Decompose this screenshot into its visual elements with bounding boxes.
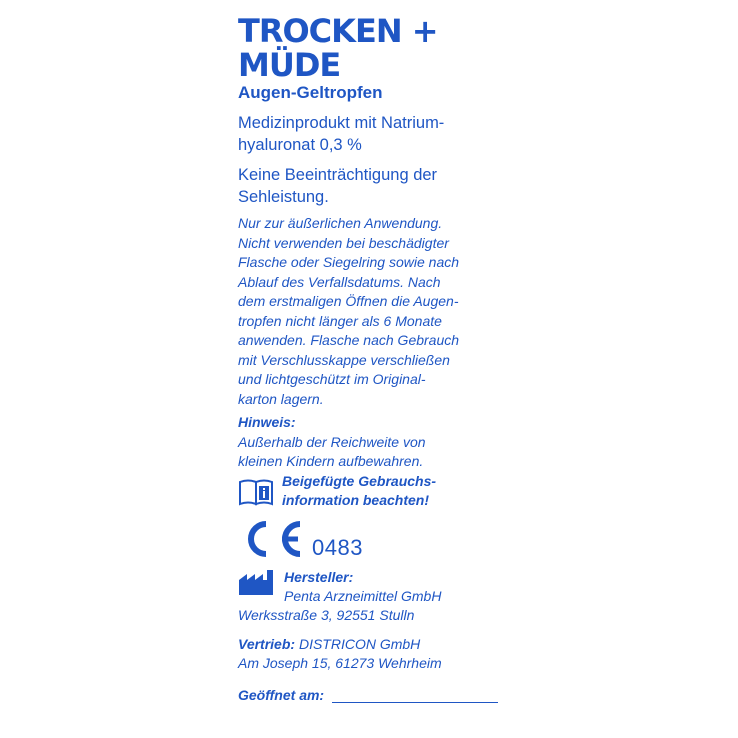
- usage-line: dem erstmaligen Öffnen die Augen-: [238, 293, 459, 309]
- instructions-line-1: Beigefügte Gebrauchs-: [282, 472, 437, 489]
- manufacturer-name: Penta Arzneimittel GmbH: [284, 587, 442, 604]
- composition-line-1: Medizinprodukt mit Natrium-: [238, 114, 445, 132]
- usage-line: tropfen nicht länger als 6 Monate: [238, 312, 442, 329]
- ce-mark-icon: [238, 518, 304, 560]
- manufacturer-address: Werksstraße 3, 92551 Stulln: [238, 606, 415, 623]
- usage-line: und lichtgeschützt im Original-: [238, 371, 426, 387]
- opened-date-line: [332, 688, 498, 703]
- opened-label: Geöffnet am:: [238, 686, 325, 703]
- product-title-line1: TROCKEN +: [238, 12, 438, 50]
- hint-line-2: kleinen Kindern aufbewahren.: [238, 453, 424, 469]
- usage-instructions: [238, 214, 528, 409]
- product-subtitle: Augen-Geltropfen: [238, 83, 383, 102]
- product-label: [238, 14, 528, 703]
- ce-marking: [238, 518, 528, 560]
- manufacturer-label: Hersteller:: [284, 568, 354, 585]
- usage-line: Ablauf des Verfallsdatums. Nach: [238, 273, 441, 290]
- hint-heading: Hinweis:: [238, 414, 296, 430]
- usage-line: Nur zur äußerlichen Anwendung.: [238, 215, 443, 231]
- instructions-line-2: information beachten!: [282, 491, 430, 508]
- distributor-address: Am Joseph 15, 61273 Wehrheim: [238, 654, 442, 671]
- hint-line-1: Außerhalb der Reichweite von: [238, 433, 426, 450]
- factory-icon: [238, 570, 276, 596]
- distributor-label: Vertrieb:: [238, 635, 296, 652]
- vision-note: [238, 164, 528, 208]
- usage-line: Nicht verwenden bei beschädigter: [238, 234, 449, 251]
- ce-number: 0483: [312, 534, 363, 560]
- usage-line: karton lagern.: [238, 390, 324, 407]
- usage-line: anwenden. Flasche nach Gebrauch: [238, 332, 460, 348]
- composition-line-2: hyaluronat 0,3 %: [238, 136, 362, 154]
- vision-note-line-1: Keine Beeinträchtigung der: [238, 166, 438, 184]
- manufacturer-block: [238, 568, 528, 606]
- vision-note-line-2: Sehleistung.: [238, 188, 329, 206]
- usage-line: Flasche oder Siegelring sowie nach: [238, 254, 460, 270]
- opened-on-field: [238, 687, 528, 703]
- distributor-name: DISTRICON GmbH: [298, 635, 421, 652]
- instructions-notice: [238, 472, 528, 510]
- distributor-block: [238, 635, 528, 673]
- product-title-line2: MÜDE: [238, 46, 341, 84]
- usage-line: mit Verschlusskappe verschließen: [238, 351, 450, 368]
- book-info-icon: [238, 478, 274, 506]
- composition-text: [238, 112, 528, 156]
